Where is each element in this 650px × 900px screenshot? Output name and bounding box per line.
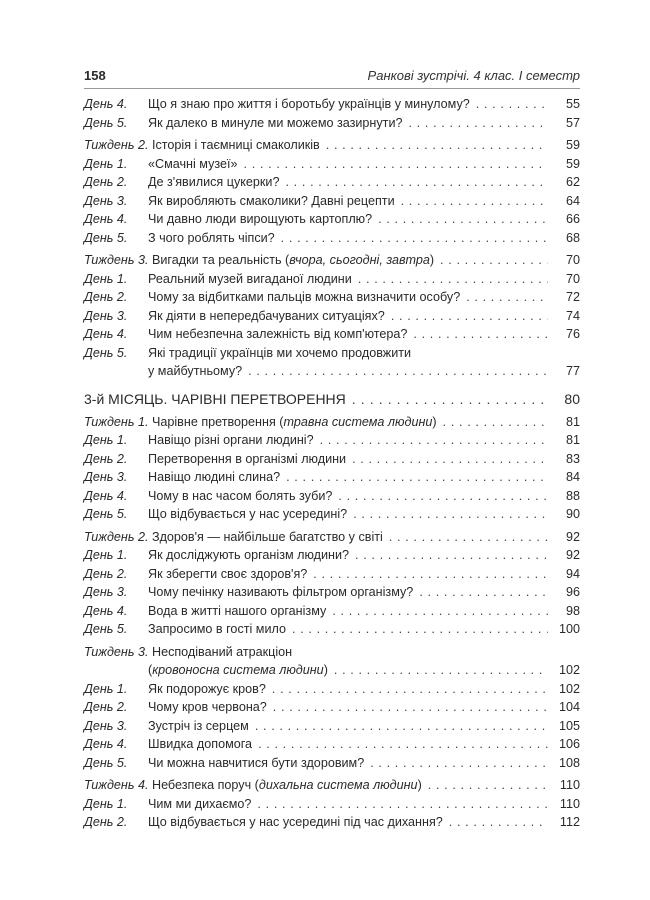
dot-leader — [352, 450, 548, 469]
entry-label: День 4. — [84, 737, 128, 751]
toc-day-entry — [84, 362, 580, 381]
dot-leader — [358, 270, 548, 289]
entry-title — [148, 95, 470, 114]
entry-title — [148, 698, 267, 717]
entry-label: День 3. — [84, 470, 128, 484]
entry-title — [148, 813, 443, 832]
entry-page-number: 70 — [565, 253, 580, 267]
entry-title — [148, 136, 319, 155]
entry-title-segment: Запросимо в гості мило — [148, 622, 286, 636]
entry-page-number: 57 — [565, 115, 580, 130]
entry-title — [148, 362, 242, 381]
dot-leader — [313, 565, 548, 584]
entry-page-number: 94 — [565, 566, 580, 581]
entry-page-number: 90 — [565, 507, 580, 521]
toc-day-entry — [84, 95, 580, 114]
toc-day-entry — [84, 813, 580, 832]
dot-leader — [320, 431, 548, 450]
entry-label: Тиждень 1. — [84, 414, 149, 429]
entry-title-segment: ) — [323, 663, 328, 677]
entry-title — [148, 776, 421, 795]
entry-title — [148, 754, 364, 773]
entry-page-number: 76 — [565, 327, 580, 341]
toc-day-entry — [84, 325, 580, 344]
dot-leader — [389, 528, 548, 547]
entry-title-segment: 3-й МІСЯЦЬ. ЧАРІВНІ ПЕРЕТВОРЕННЯ — [84, 390, 346, 407]
toc-day-entry — [84, 344, 580, 363]
toc-week-entry — [84, 776, 580, 795]
entry-page-number: 55 — [565, 97, 580, 111]
entry-title-segment: Навіщо різні органи людині? — [148, 433, 314, 447]
toc-day-entry — [84, 229, 580, 248]
dot-leader — [449, 813, 548, 832]
entry-label: День 1. — [84, 681, 128, 696]
entry-title-segment: вчора, сьогодні, завтра — [289, 253, 430, 267]
entry-title — [148, 735, 252, 754]
entry-page-number: 81 — [565, 433, 580, 447]
toc-day-entry — [84, 431, 580, 450]
entry-title-segment: «Смачні музеї» — [148, 156, 238, 171]
entry-title-segment: Здоров'я — найбільше багатство у світі — [148, 529, 383, 544]
toc-day-entry — [84, 307, 580, 326]
dot-leader — [401, 192, 548, 211]
entry-page-number: 84 — [565, 470, 580, 484]
entry-title — [148, 288, 460, 307]
entry-label: Тиждень 2. — [84, 529, 149, 544]
dot-leader — [257, 795, 548, 814]
dot-leader — [353, 505, 548, 524]
dot-leader — [391, 307, 548, 326]
entry-title-segment: Які традиції українців ми хочемо продовжити — [148, 345, 412, 360]
toc-day-entry — [84, 680, 580, 699]
entry-page-number: 59 — [565, 156, 580, 171]
toc-day-entry — [84, 270, 580, 289]
dot-leader — [248, 362, 548, 381]
entry-title-segment: Що відбувається у нас усередині? — [148, 507, 348, 521]
entry-title — [148, 620, 286, 639]
entry-label: День 2. — [84, 175, 128, 189]
entry-title — [148, 270, 352, 289]
entry-title — [148, 192, 395, 211]
entry-title-segment: Швидка допомога — [148, 737, 253, 751]
entry-title-segment: Небезпека поруч ( — [148, 778, 259, 792]
entry-label: День 5. — [84, 115, 128, 130]
dot-leader — [258, 735, 548, 754]
entry-title-segment: Чому печінку називають фільтром організму? — [148, 585, 414, 599]
table-of-contents — [84, 95, 580, 832]
dot-leader — [440, 251, 548, 270]
entry-title — [148, 487, 332, 506]
entry-title-segment: ( — [148, 663, 153, 677]
entry-title — [148, 413, 436, 432]
toc-day-entry — [84, 583, 580, 602]
entry-title-segment: Перетворення в організмі людини — [148, 451, 347, 466]
entry-title-segment: Чому в нас часом болять зуби? — [148, 488, 333, 503]
entry-title — [148, 210, 372, 229]
entry-title-segment: Зустріч із серцем — [148, 718, 249, 733]
entry-title — [148, 114, 402, 133]
dot-leader — [466, 288, 548, 307]
dot-leader — [244, 155, 548, 174]
entry-title — [148, 173, 279, 192]
entry-page-number: 62 — [565, 175, 580, 189]
toc-day-entry — [84, 288, 580, 307]
toc-day-entry — [84, 505, 580, 524]
entry-title — [148, 229, 275, 248]
toc-week-entry — [84, 643, 580, 662]
entry-title-segment: ) — [429, 253, 435, 267]
entry-title-segment: Чому за відбитками пальців можна визначити особу? — [148, 290, 461, 304]
dot-leader — [352, 389, 548, 409]
toc-day-entry — [84, 114, 580, 133]
entry-label: День 4. — [84, 212, 128, 226]
entry-label: День 2. — [84, 815, 128, 829]
entry-title-segment: дихальна система людини — [258, 778, 418, 792]
entry-title — [148, 661, 328, 680]
entry-title-segment: Як діяти в непередбачуваних ситуаціях? — [148, 308, 385, 323]
entry-page-number: 98 — [565, 603, 580, 618]
dot-leader — [338, 487, 548, 506]
entry-label: День 3. — [84, 718, 128, 733]
entry-title — [148, 307, 385, 326]
entry-label: День 1. — [84, 433, 128, 447]
entry-title — [148, 546, 349, 565]
entry-title-segment: Чим ми дихаємо? — [148, 796, 252, 811]
toc-day-entry — [84, 735, 580, 754]
entry-page-number: 88 — [565, 488, 580, 503]
entry-page-number: 102 — [558, 663, 580, 677]
dot-leader — [355, 546, 548, 565]
entry-label: День 4. — [84, 488, 128, 503]
entry-page-number: 74 — [565, 308, 580, 323]
entry-title — [148, 643, 292, 662]
entry-title — [148, 602, 326, 621]
entry-title-segment: Як далеко в минуле ми можемо зазирнути? — [148, 115, 403, 130]
dot-leader — [286, 468, 548, 487]
entry-label: День 2. — [84, 290, 128, 304]
entry-page-number: 77 — [565, 364, 580, 378]
entry-page-number: 104 — [558, 700, 580, 714]
entry-page-number: 106 — [558, 737, 580, 751]
entry-page-number: 105 — [558, 718, 580, 733]
entry-title-segment: Чи можна навчитися бути здоровим? — [148, 755, 365, 770]
toc-day-entry — [84, 173, 580, 192]
entry-title — [84, 389, 346, 409]
entry-page-number: 108 — [558, 755, 580, 770]
dot-leader — [326, 136, 548, 155]
entry-title-segment: Що відбувається у нас усередині під час дихання? — [148, 815, 443, 829]
toc-week-entry — [84, 661, 580, 680]
entry-title — [148, 717, 249, 736]
entry-label: Тиждень 2. — [84, 138, 149, 152]
entry-label: День 1. — [84, 271, 128, 286]
entry-label: День 1. — [84, 156, 128, 171]
toc-day-entry — [84, 450, 580, 469]
entry-label: День 5. — [84, 507, 128, 521]
entry-title-segment: Навіщо людині слина? — [148, 470, 281, 484]
dot-leader — [476, 95, 548, 114]
entry-title-segment: Чарівне претворення ( — [148, 414, 284, 429]
entry-page-number: 66 — [565, 212, 580, 226]
entry-title — [148, 155, 238, 174]
entry-page-number: 64 — [565, 193, 580, 208]
toc-day-entry — [84, 620, 580, 639]
toc-week-entry — [84, 136, 580, 155]
entry-page-number: 92 — [565, 548, 580, 562]
entry-title — [148, 505, 347, 524]
entry-page-number: 96 — [565, 585, 580, 599]
toc-day-entry — [84, 602, 580, 621]
entry-label: День 2. — [84, 451, 128, 466]
toc-week-entry — [84, 528, 580, 547]
entry-page-number: 100 — [558, 622, 580, 636]
running-title: Ранкові зустрічі. 4 клас. І семестр — [367, 68, 580, 83]
dot-leader — [292, 620, 548, 639]
entry-page-number: 102 — [558, 681, 580, 696]
dot-leader — [408, 114, 548, 133]
toc-day-entry — [84, 210, 580, 229]
entry-title — [148, 583, 413, 602]
entry-label: День 5. — [84, 622, 128, 636]
dot-leader — [443, 413, 548, 432]
dot-leader — [419, 583, 548, 602]
toc-day-entry — [84, 717, 580, 736]
dot-leader — [334, 661, 548, 680]
toc-day-entry — [84, 192, 580, 211]
entry-title — [148, 344, 411, 363]
entry-page-number: 70 — [565, 271, 580, 286]
entry-title — [148, 680, 266, 699]
dot-leader — [413, 325, 548, 344]
dot-leader — [285, 173, 548, 192]
toc-day-entry — [84, 468, 580, 487]
entry-page-number: 110 — [559, 796, 580, 811]
dot-leader — [281, 229, 548, 248]
entry-label: День 2. — [84, 566, 128, 581]
dot-leader — [255, 717, 548, 736]
entry-title — [148, 795, 251, 814]
entry-title-segment: Чи давно люди вирощують картоплю? — [148, 212, 373, 226]
entry-title-segment: Вода в житті нашого організму — [148, 603, 327, 618]
entry-title-segment: З чого роблять чіпси? — [148, 230, 275, 245]
entry-title-segment: травна система людини — [283, 414, 433, 429]
entry-label: Тиждень 3. — [84, 644, 149, 659]
entry-title-segment: Реальний музей вигаданої людини — [148, 271, 352, 286]
dot-leader — [370, 754, 548, 773]
toc-day-entry — [84, 487, 580, 506]
toc-day-entry — [84, 754, 580, 773]
dot-leader — [428, 776, 548, 795]
entry-page-number: 80 — [564, 390, 580, 407]
entry-title-segment: кровоносна система людини — [152, 663, 324, 677]
toc-day-entry — [84, 565, 580, 584]
entry-label: День 3. — [84, 308, 128, 323]
entry-label: День 3. — [84, 193, 128, 208]
toc-day-entry — [84, 698, 580, 717]
entry-page-number: 81 — [565, 414, 580, 429]
entry-label: День 4. — [84, 327, 128, 341]
entry-title-segment: Що я знаю про життя і боротьбу українців у минулому? — [148, 97, 470, 111]
toc-day-entry — [84, 155, 580, 174]
entry-page-number: 110 — [559, 778, 580, 792]
page-header — [84, 68, 580, 89]
entry-label: Тиждень 3. — [84, 253, 149, 267]
entry-title — [148, 528, 382, 547]
entry-label: Тиждень 4. — [84, 778, 149, 792]
entry-page-number: 83 — [565, 451, 580, 466]
dot-leader — [272, 680, 548, 699]
entry-label: День 1. — [84, 548, 128, 562]
entry-title-segment: Чому кров червона? — [148, 700, 267, 714]
entry-title — [148, 468, 280, 487]
entry-page-number: 112 — [559, 815, 580, 829]
entry-label: День 4. — [84, 603, 128, 618]
toc-day-entry — [84, 795, 580, 814]
entry-title — [148, 251, 434, 270]
entry-page-number: 59 — [565, 138, 580, 152]
entry-title-segment: Як подорожує кров? — [148, 681, 266, 696]
entry-label: День 5. — [84, 345, 128, 360]
entry-label: День 5. — [84, 230, 128, 245]
entry-title-segment: Чим небезпечна залежність від комп'ютера? — [148, 327, 408, 341]
entry-label: День 1. — [84, 796, 128, 811]
dot-leader — [332, 602, 548, 621]
entry-page-number: 92 — [565, 529, 580, 544]
entry-page-number: 68 — [565, 230, 580, 245]
entry-title-segment: у майбутньому? — [148, 364, 243, 378]
entry-title-segment: Де з'явилися цукерки? — [148, 175, 280, 189]
entry-title — [148, 565, 307, 584]
entry-label: День 3. — [84, 585, 128, 599]
toc-day-entry — [84, 546, 580, 565]
entry-label: День 5. — [84, 755, 128, 770]
entry-title-segment: ) — [417, 778, 422, 792]
entry-title-segment: Несподіваний атракціон — [148, 644, 293, 659]
entry-title-segment: ) — [432, 414, 437, 429]
entry-title-segment: Вигадки та реальність ( — [148, 253, 290, 267]
toc-month-entry — [84, 389, 580, 409]
entry-title — [148, 325, 407, 344]
entry-label: День 4. — [84, 97, 128, 111]
entry-title-segment: Як досліджують організм людини? — [148, 548, 350, 562]
entry-title-segment: Як зберегти своє здоров'я? — [148, 566, 308, 581]
toc-week-entry — [84, 413, 580, 432]
entry-label: День 2. — [84, 700, 128, 714]
entry-title-segment: Як виробляють смаколики? Давні рецепти — [148, 193, 395, 208]
entry-title — [148, 431, 314, 450]
entry-title-segment: Історія і таємниці смаколиків — [148, 138, 320, 152]
toc-week-entry — [84, 251, 580, 270]
page-number: 158 — [84, 68, 106, 83]
dot-leader — [273, 698, 548, 717]
dot-leader — [378, 210, 548, 229]
entry-title — [148, 450, 346, 469]
entry-page-number: 72 — [565, 290, 580, 304]
